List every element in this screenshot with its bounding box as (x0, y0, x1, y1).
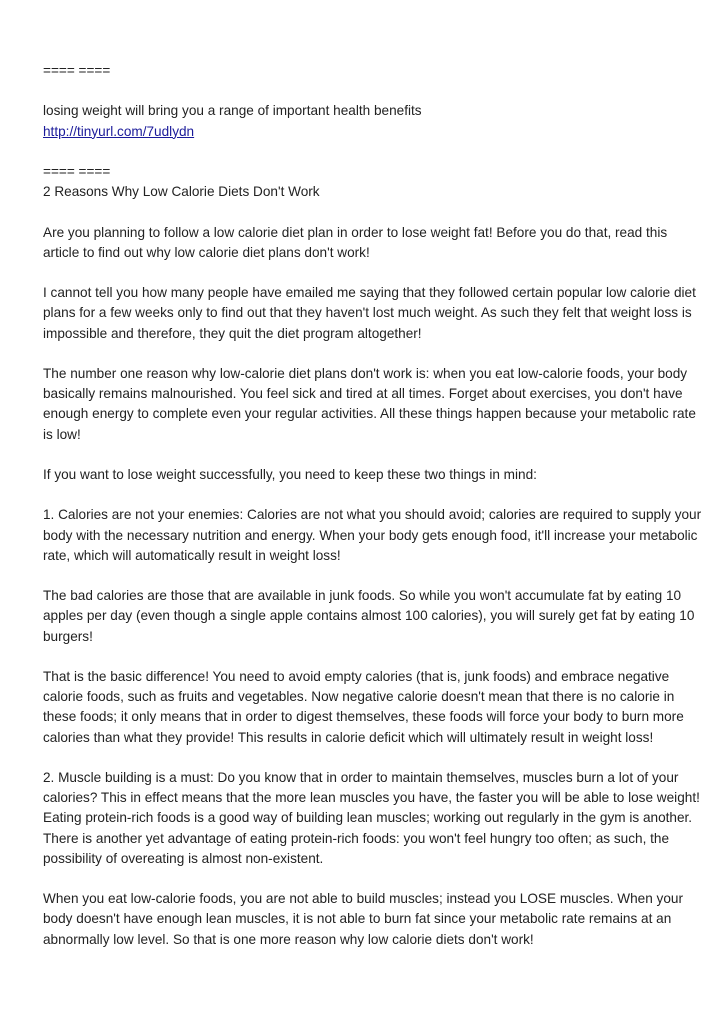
paragraph-8: 2. Muscle building is a must: Do you know that in order to maintain themselves, muscles burn a lot of your calories? This in effect means that the more lean muscles you have, the faster you will be able to lose weight! Eating protein-rich foods is a good way of building lean muscles; working out regularly in the gym is another. There is another yet advantage of eating protein-rich foods: you won't feel hungry too often; as such, the possibility of overeating is almost non-existent. (43, 769, 700, 866)
paragraph-5: 1. Calories are not your enemies: Calories are not what you should avoid; calories are required to supply your body with the necessary nutrition and energy. When your body gets enough food, it'll increase your metabolic rate, which will automatically result in weight loss! (43, 507, 702, 563)
tagline: losing weight will bring you a range of important health benefits (43, 103, 422, 119)
paragraph-1: Are you planning to follow a low calorie diet plan in order to lose weight fat! Before you do that, read this article to find out why low calorie diet plans don't work! (43, 224, 668, 260)
paragraph-3: The number one reason why low-calorie diet plans don't work is: when you eat low-calorie foods, your body basically remains malnourished. You feel sick and tired at all times. Forget about exercises, you don't have enough energy to complete even your regular activities. All these things happen because your metabolic rate is low! (43, 365, 696, 442)
article-title: 2 Reasons Why Low Calorie Diets Don't Work (43, 184, 320, 200)
paragraph-2: I cannot tell you how many people have emailed me saying that they followed certain popular low calorie diet plans for a few weeks only to find out that they haven't lost much weight. As such they felt that weight loss is impossible and therefore, they quit the diet program altogether! (43, 285, 696, 341)
document-page (43, 61, 703, 970)
paragraph-4: If you want to lose weight successfully, you need to keep these two things in mind: (43, 466, 537, 482)
spacer (43, 81, 703, 101)
paragraph-6: The bad calories are those that are available in junk foods. So while you won't accumulate fat by eating 10 apples per day (even though a single apple contains almost 100 calories), you will surely get fat by eating 10 burgers! (43, 588, 695, 644)
separator-top: ==== ==== (43, 63, 111, 78)
tinyurl-link[interactable]: http://tinyurl.com/7udlydn (43, 123, 195, 139)
paragraph-7: That is the basic difference! You need to avoid empty calories (that is, junk foods) and embrace negative calorie foods, such as fruits and vegetables. Now negative calorie doesn't mean that there is no calorie in these foods; it only means that in order to digest themselves, these foods will force your body to burn more calories than what they provide! This results in calorie deficit which will ultimately result in weight loss! (43, 668, 684, 745)
separator-bottom: ==== ==== (43, 164, 111, 179)
paragraph-9: When you eat low-calorie foods, you are not able to build muscles; instead you LOSE muscles. When your body doesn't have enough lean muscles, it is not able to burn fat since your metabolic rate remains at an abnormally low level. So that is one more reason why low calorie diets don't work! (43, 891, 683, 947)
